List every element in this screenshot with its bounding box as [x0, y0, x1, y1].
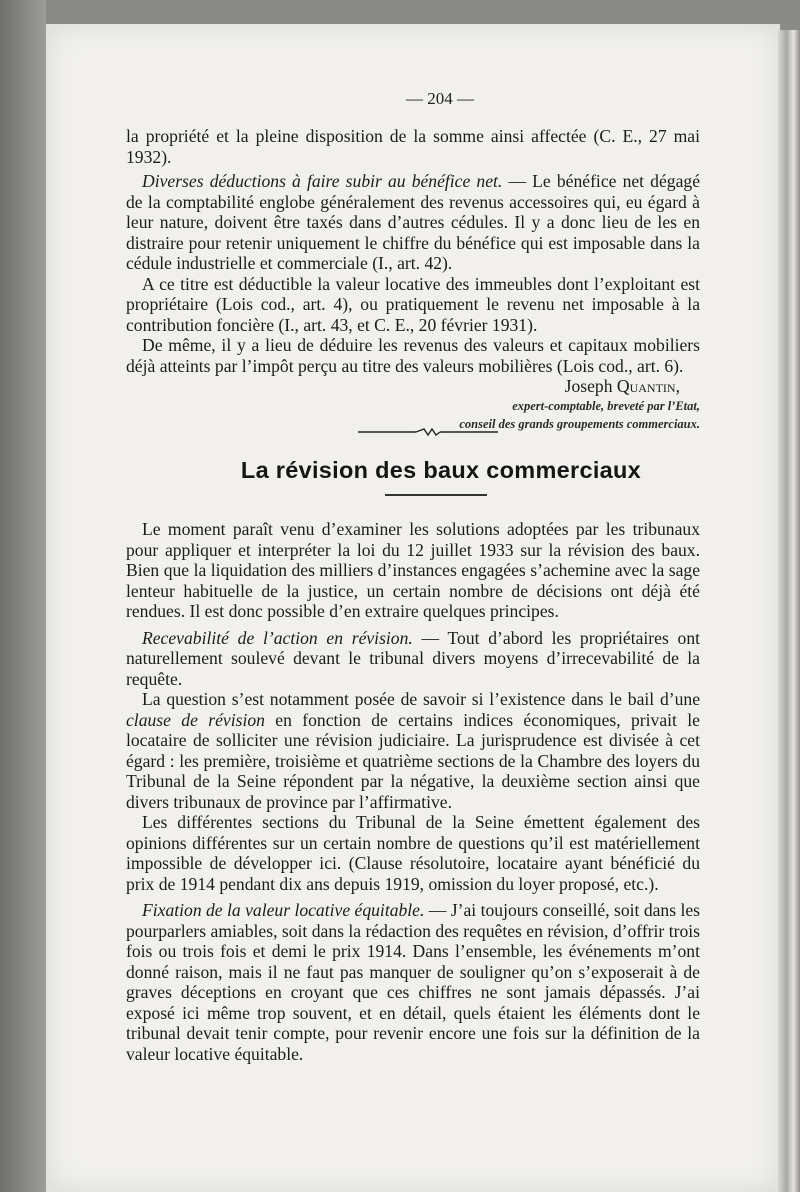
section-divider-ornament [358, 427, 498, 437]
paragraph: A ce titre est déductible la valeur locative des immeubles dont l’exploitant est propriétaire (Lois cod., art. 4), ou pratiquement le revenu net imposable à la contribution foncière (I., art. 43, et C. E., 20 février 1931). [126, 273, 700, 335]
section-heading: Fixation de la valeur locative équitable. [142, 900, 425, 920]
paragraph: Les différentes sections du Tribunal de la Seine émettent également des opinions différentes sur un certain nombre de questions qu’il est matériellement impossible de développer ici. (Clause résolutoire, locataire ayant bénéficié du prix de 1914 pendant dix ans depuis 1919, omission du loyer proposé, etc.). [126, 812, 700, 894]
page-edge-right [778, 30, 800, 1192]
signature-title: expert-comptable, breveté par l’Etat, [512, 398, 700, 413]
paragraph: La question s’est notamment posée de savoir si l’existence dans le bail d’une clause de révision en fonction de certains indices économiques, privait le locataire de solliciter une révision judiciaire. La jurisprudence est divisée à cet égard : les première, troisième et quatrième sections de la Chambre des loyers du Tribunal de la Seine répondent par la négative, la deuxième section ainsi que divers tribunaux de province par l’affirmative. [126, 689, 700, 812]
paragraph: Diverses déductions à faire subir au bénéfice net. — Le bénéfice net dégagé de la comptabilité englobe généralement des revenus accessoires qui, eu égard à leur nature, doivent être taxés dans d’autres cédules. Il y a donc lieu de les en distraire pour retenir uniquement le chiffre du bénéfice qui est imposable dans la cédule industrielle et commerciale (I., art. 42). [126, 171, 701, 273]
signature-name: Joseph Quantin, [564, 376, 680, 396]
article-title: La révision des baux commerciaux [240, 457, 642, 483]
paragraph: Fixation de la valeur locative équitable. — J’ai toujours conseillé, soit dans les pourparlers amiables, soit dans la rédaction des requêtes en révision, d’offrir trois fois ou trois fois et demi le prix 1914. Dans l’ensemble, les événements m’ont donné raison, mais il ne faut pas manquer de souligner qu’on s’exposerait à de graves déceptions en croyant que ces chiffres ne sont jamais dépassés. J’ai exposé ici même trop souvent, et en détail, quels étaient les éléments dont le tribunal devait tenir compte, pour revenir encore une fois sur la définition de la valeur locative équitable. [126, 900, 701, 1064]
paragraph: Le moment paraît venu d’examiner les solutions adoptées par les tribunaux pour appliquer et interpréter la loi du 12 juillet 1933 sur la révision des baux. Bien que la liquidation des milliers d’instances engagées s’achemine avec la sage lenteur habituelle de la justice, un certain nombre de décisions ont déjà été rendues. Il est donc possible d’en extraire quelques principes. [126, 519, 700, 621]
previous-article-continuation [126, 126, 700, 433]
title-underline [385, 494, 487, 496]
section-heading: Diverses déductions à faire subir au bénéfice net. [142, 171, 503, 191]
paragraph: Recevabilité de l’action en révision. — Tout d’abord les propriétaires ont naturellement soulevé devant le tribunal divers moyens d’irrecevabilité de la requête. [126, 627, 701, 689]
section-heading: Recevabilité de l’action en révision. [142, 627, 413, 648]
signature-title: conseil des grands groupements commerciaux. [459, 416, 700, 431]
scan-background-left [0, 0, 46, 1192]
paragraph: De même, il y a lieu de déduire les revenus des valeurs et capitaux mobiliers déjà atteints par l’impôt perçu au titre des valeurs mobilières (Lois cod., art. 6). [126, 335, 700, 376]
article-body [126, 519, 700, 1064]
page-number: — 204 — [406, 89, 474, 108]
paragraph: la propriété et la pleine disposition de la somme ainsi affectée (C. E., 27 mai 1932). [126, 126, 700, 167]
